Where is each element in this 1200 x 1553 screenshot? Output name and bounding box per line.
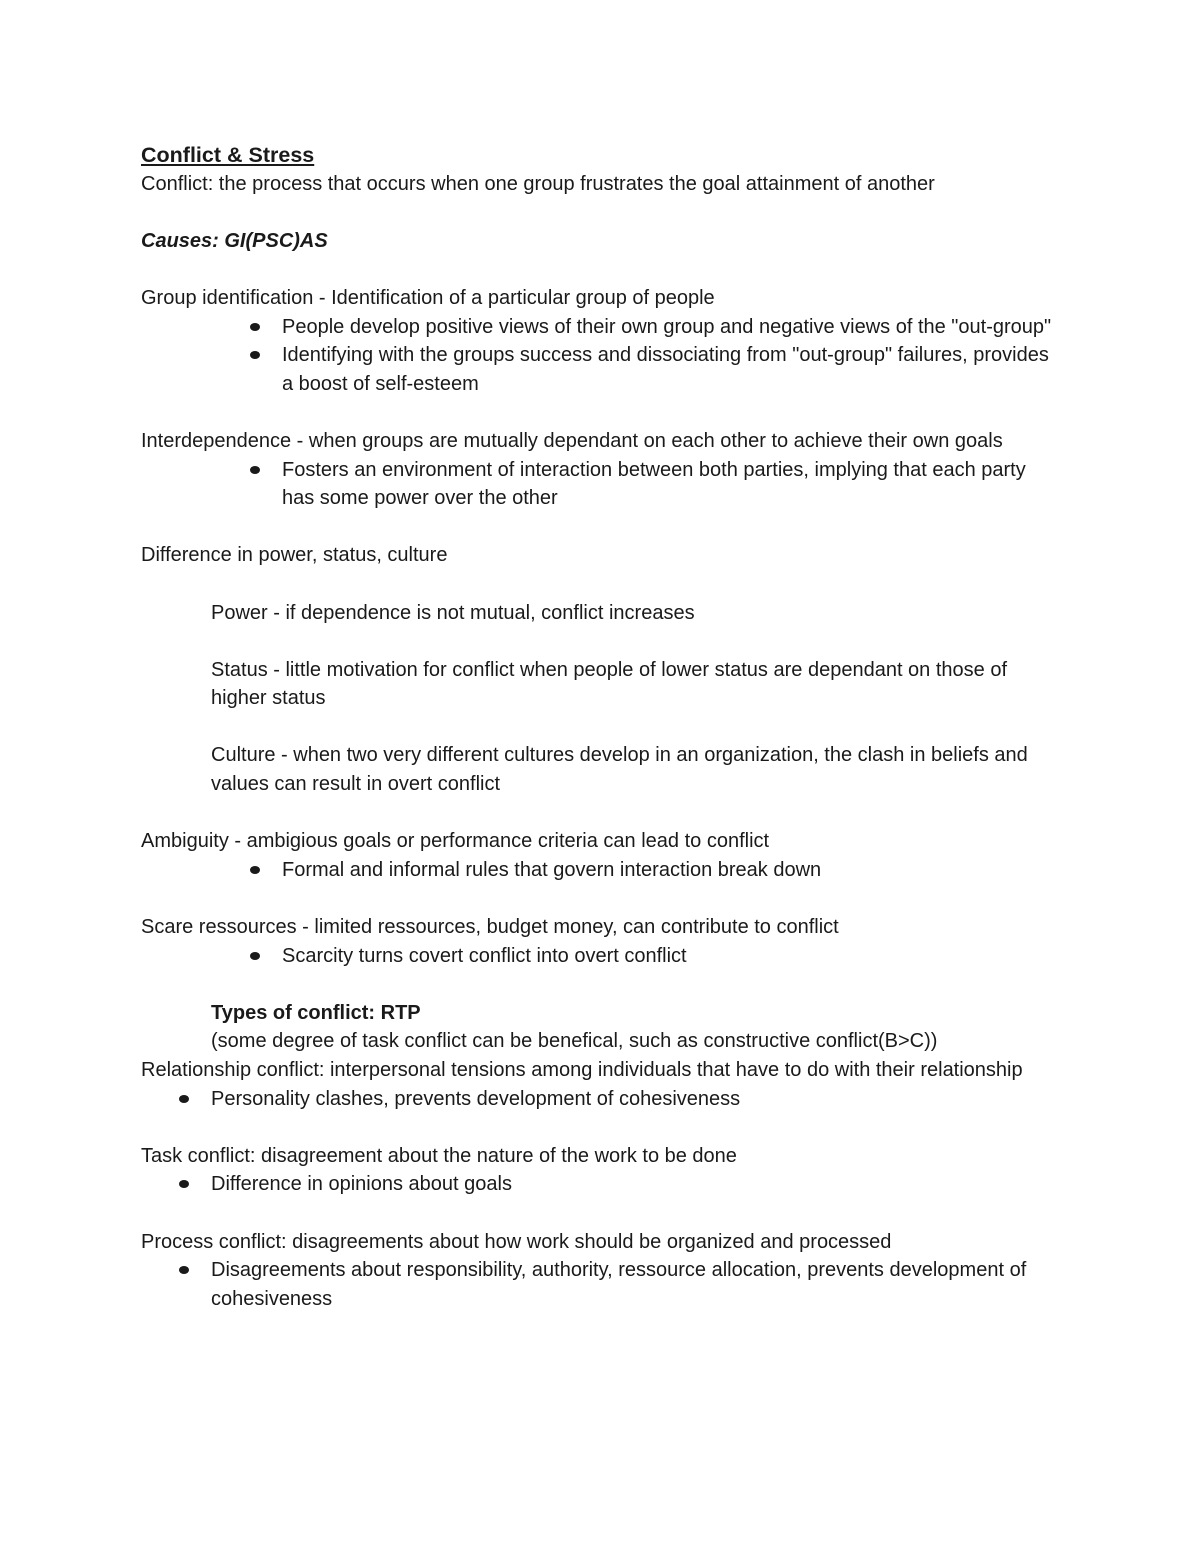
- ambiguity-heading: Ambiguity - ambigious goals or performance criteria can lead to conflict: [141, 830, 770, 853]
- list-item: [141, 341, 1061, 398]
- types-note: (some degree of task conflict can be benefical, such as constructive conflict(B>C)): [211, 1030, 938, 1053]
- spacer: [141, 884, 1061, 913]
- list-item-text: Scarcity turns covert conflict into overt conflict: [282, 944, 687, 967]
- list-item-text: Personality clashes, prevents development of cohesiveness: [211, 1087, 741, 1110]
- process-conflict-heading: Process conflict: disagreements about how work should be organized and processed: [141, 1230, 892, 1253]
- causes-heading: Causes: GI(PSC)AS: [141, 229, 328, 252]
- conflict-definition: Conflict: the process that occurs when one group frustrates the goal attainment of another: [141, 172, 935, 195]
- bullet-icon: [250, 466, 260, 474]
- relationship-conflict-heading: Relationship conflict: interpersonal tensions among individuals that have to do with their relationship: [141, 1059, 1023, 1081]
- spacer: [141, 970, 1061, 999]
- types-heading: Types of conflict: RTP: [211, 1001, 421, 1024]
- spacer: [141, 627, 1061, 656]
- culture-text: Culture - when two very different cultures develop in an organization, the clash in beliefs and values can result in overt conflict: [211, 744, 1028, 796]
- interdependence-list: [141, 456, 1061, 513]
- group-identification-heading: Group identification - Identification of a particular group of people: [141, 286, 715, 309]
- status-text: Status - little motivation for conflict when people of lower status are dependant on those of higher status: [211, 658, 1008, 710]
- spacer: [141, 513, 1061, 542]
- list-item: [141, 1256, 1061, 1313]
- list-item: [141, 1170, 1061, 1199]
- process-conflict-list: [141, 1256, 1061, 1313]
- task-conflict-heading: Task conflict: disagreement about the nature of the work to be done: [141, 1144, 737, 1167]
- list-item-text: Fosters an environment of interaction between both parties, implying that each party has some power over the other: [282, 458, 1026, 510]
- list-item: [141, 856, 1061, 885]
- relationship-conflict-list: [141, 1085, 1061, 1114]
- scarce-resources-list: [141, 942, 1061, 971]
- spacer: [141, 255, 1061, 284]
- spacer: [141, 570, 1061, 599]
- bullet-icon: [179, 1180, 189, 1188]
- bullet-icon: [250, 351, 260, 359]
- bullet-icon: [250, 323, 260, 331]
- spacer: [141, 398, 1061, 427]
- list-item-text: Difference in opinions about goals: [211, 1173, 512, 1196]
- page-title: Conflict & Stress: [141, 143, 315, 167]
- list-item-text: Identifying with the groups success and dissociating from "out-group" failures, provides a boost of self-esteem: [282, 344, 1049, 395]
- spacer: [141, 198, 1061, 227]
- bullet-icon: [250, 866, 260, 874]
- list-item-text: Formal and informal rules that govern interaction break down: [282, 858, 822, 881]
- list-item-text: Disagreements about responsibility, authority, ressource allocation, prevents development of cohesiveness: [211, 1259, 1027, 1310]
- ambiguity-list: [141, 856, 1061, 885]
- power-text: Power - if dependence is not mutual, conflict increases: [211, 601, 695, 624]
- scarce-resources-heading: Scare ressources - limited ressources, budget money, can contribute to conflict: [141, 916, 839, 939]
- document-body: [141, 141, 1061, 1313]
- interdependence-heading: Interdependence - when groups are mutually dependant on each other to achieve their own goals: [141, 429, 1003, 452]
- list-item-text: People develop positive views of their own group and negative views of the "out-group": [282, 315, 1052, 338]
- list-item: [141, 1085, 1061, 1114]
- spacer: [141, 1113, 1061, 1142]
- list-item: [141, 456, 1061, 513]
- spacer: [141, 1199, 1061, 1228]
- bullet-icon: [179, 1095, 189, 1103]
- list-item: [141, 942, 1061, 971]
- difference-heading: Difference in power, status, culture: [141, 544, 448, 567]
- task-conflict-list: [141, 1170, 1061, 1199]
- group-identification-list: [141, 313, 1061, 399]
- spacer: [141, 799, 1061, 828]
- spacer: [141, 713, 1061, 742]
- list-item: [141, 313, 1061, 342]
- bullet-icon: [179, 1266, 189, 1274]
- bullet-icon: [250, 952, 260, 960]
